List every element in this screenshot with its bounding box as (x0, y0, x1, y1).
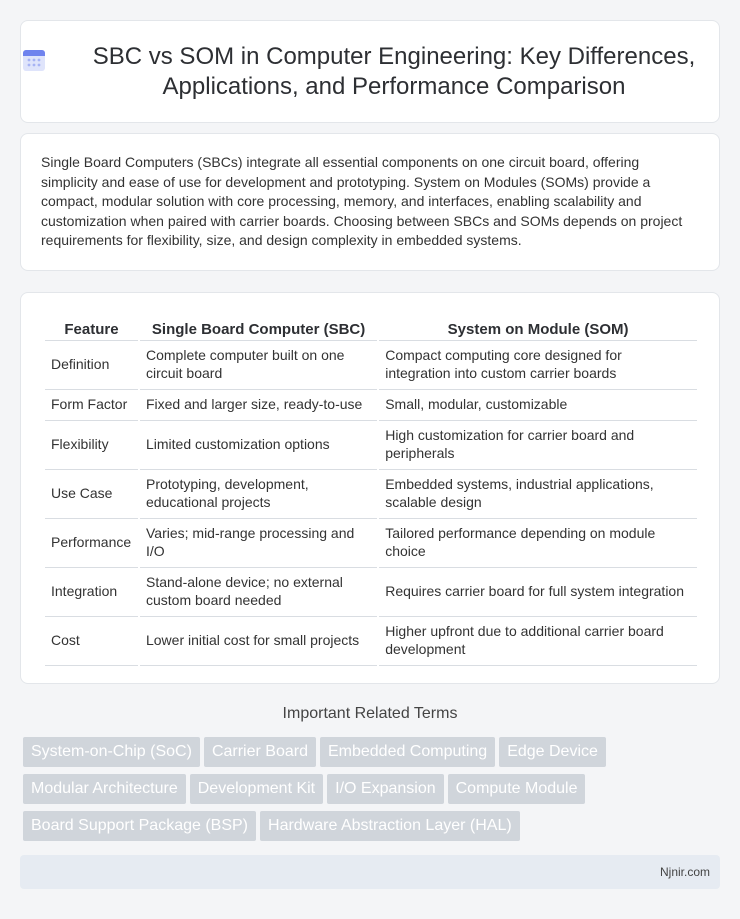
row-sbc: Limited customization options (140, 421, 377, 470)
footer-bar (20, 855, 720, 889)
table-row (45, 470, 697, 519)
related-term-tag[interactable]: Hardware Abstraction Layer (HAL) (260, 811, 520, 841)
related-term-tag[interactable]: Edge Device (499, 737, 606, 767)
header-feature: Feature (45, 313, 138, 341)
row-feature: Cost (45, 617, 138, 666)
related-term-tag[interactable]: Development Kit (190, 774, 323, 804)
row-som: Compact computing core designed for integration into custom carrier boards (379, 341, 697, 390)
row-feature: Form Factor (45, 390, 138, 421)
row-feature: Integration (45, 568, 138, 617)
comparison-card (20, 292, 720, 684)
related-term-tag[interactable]: Compute Module (448, 774, 586, 804)
table-row (45, 617, 697, 666)
related-terms-title: Important Related Terms (282, 705, 458, 722)
title-wrap (21, 42, 719, 102)
header-som: System on Module (SOM) (379, 313, 697, 341)
table-row (45, 341, 697, 390)
related-term-tag[interactable]: Modular Architecture (23, 774, 186, 804)
page-title: SBC vs SOM in Computer Engineering: Key Differences, Applications, and Performance Comparison (92, 42, 696, 100)
row-som: Embedded systems, industrial applications, scalable design (379, 470, 697, 519)
related-term-tag[interactable]: Embedded Computing (320, 737, 495, 767)
row-som: Higher upfront due to additional carrier board development (379, 617, 697, 666)
row-sbc: Fixed and larger size, ready-to-use (140, 390, 377, 421)
footer-source[interactable]: Njnir.com (659, 865, 710, 879)
related-term-tag[interactable]: I/O Expansion (327, 774, 444, 804)
related-term-tag[interactable]: Carrier Board (204, 737, 316, 767)
row-sbc: Prototyping, development, educational projects (140, 470, 377, 519)
related-terms-list (23, 737, 723, 848)
row-som: Tailored performance depending on module choice (379, 519, 697, 568)
row-som: High customization for carrier board and peripherals (379, 421, 697, 470)
calendar-icon (21, 47, 47, 73)
related-term-tag[interactable]: Board Support Package (BSP) (23, 811, 256, 841)
comparison-table (43, 313, 699, 666)
row-sbc: Varies; mid-range processing and I/O (140, 519, 377, 568)
row-som: Small, modular, customizable (379, 390, 697, 421)
row-sbc: Complete computer built on one circuit board (140, 341, 377, 390)
row-feature: Use Case (45, 470, 138, 519)
table-row (45, 568, 697, 617)
intro-card (20, 133, 720, 271)
intro-paragraph: Single Board Computers (SBCs) integrate all essential components on one circuit board, offering simplicity and ease of use for development and prototyping. System on Modules (SOMs) provide a compact, modular solution with core processing, memory, and interfaces, enabling scalability and customization when paired with carrier boards. Choosing between SBCs and SOMs depends on project requirements for flexibility, size, and design complexity in embedded systems. (41, 154, 683, 249)
row-som: Requires carrier board for full system integration (379, 568, 697, 617)
row-sbc: Stand-alone device; no external custom board needed (140, 568, 377, 617)
table-header-row (45, 313, 697, 341)
table-row (45, 421, 697, 470)
header-sbc: Single Board Computer (SBC) (140, 313, 377, 341)
table-row (45, 519, 697, 568)
row-feature: Flexibility (45, 421, 138, 470)
title-card (20, 20, 720, 123)
row-feature: Definition (45, 341, 138, 390)
table-row (45, 390, 697, 421)
row-feature: Performance (45, 519, 138, 568)
related-term-tag[interactable]: System-on-Chip (SoC) (23, 737, 200, 767)
row-sbc: Lower initial cost for small projects (140, 617, 377, 666)
